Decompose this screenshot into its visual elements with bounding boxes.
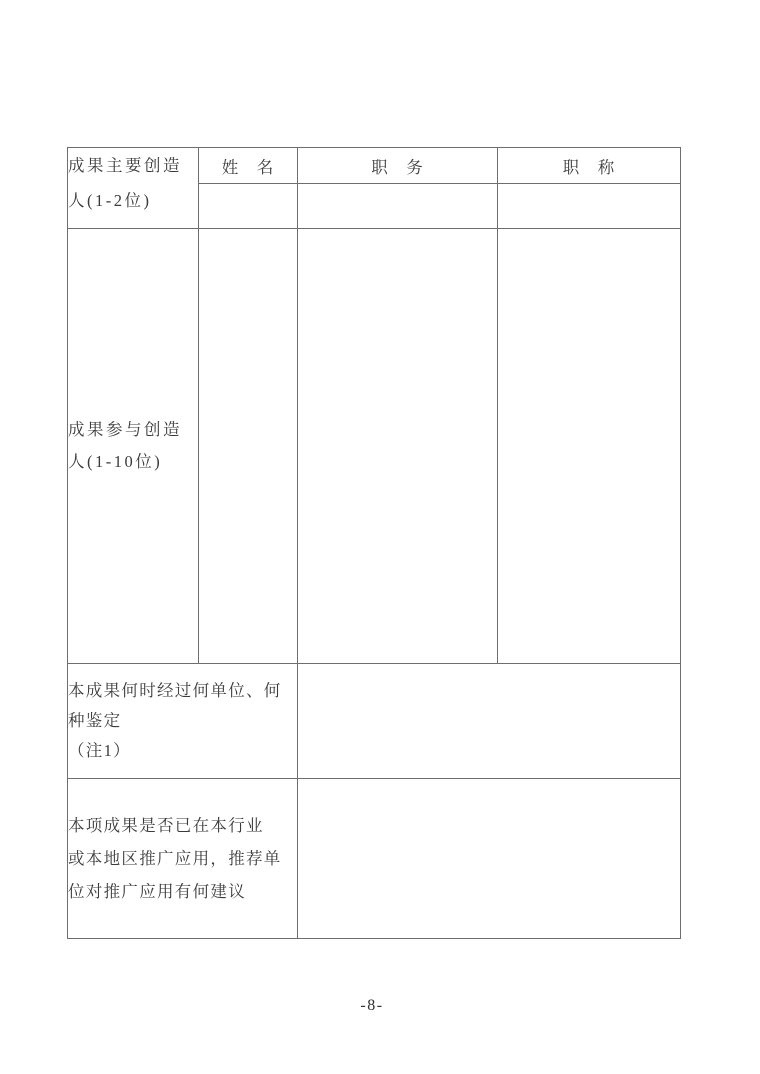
- participants-title-cell: [498, 229, 681, 664]
- main-creators-label-line1: 成果主要创造: [68, 156, 182, 175]
- column-header-name: 姓 名: [199, 148, 298, 184]
- table-row-header: [68, 148, 681, 184]
- main-creators-label-line2: 人(1-2位): [68, 191, 152, 210]
- main-creators-label-cell: [68, 148, 199, 229]
- participants-name-cell: [199, 229, 298, 664]
- column-header-duty: 职 务: [298, 148, 498, 184]
- table-row-promotion: [68, 779, 681, 939]
- participants-duty-cell: [298, 229, 498, 664]
- form-table: [67, 147, 681, 939]
- page-number: -8-: [360, 997, 384, 1014]
- appraisal-label-cell: [68, 664, 298, 779]
- participants-label-line2: 人(1-10位): [68, 452, 163, 471]
- column-header-title: 职 称: [498, 148, 681, 184]
- promotion-label-line2: 或本地区推广应用，推荐单: [68, 849, 282, 868]
- participants-label-line1: 成果参与创造: [68, 420, 182, 439]
- main-creator-title-cell: [498, 184, 681, 229]
- table-row-appraisal: [68, 664, 681, 779]
- promotion-label-cell: [68, 779, 298, 939]
- promotion-label-line3: 位对推广应用有何建议: [68, 882, 246, 901]
- appraisal-label-line3: （注1）: [68, 741, 131, 760]
- participants-label-cell: [68, 229, 199, 664]
- table-row-participants: [68, 229, 681, 664]
- appraisal-value-cell: [298, 664, 681, 779]
- main-creator-duty-cell: [298, 184, 498, 229]
- main-creator-name-cell: [199, 184, 298, 229]
- promotion-value-cell: [298, 779, 681, 939]
- promotion-label-line1: 本项成果是否已在本行业: [68, 816, 264, 835]
- appraisal-label-line2: 种鉴定: [68, 711, 122, 730]
- appraisal-label-line1: 本成果何时经过何单位、何: [68, 681, 282, 700]
